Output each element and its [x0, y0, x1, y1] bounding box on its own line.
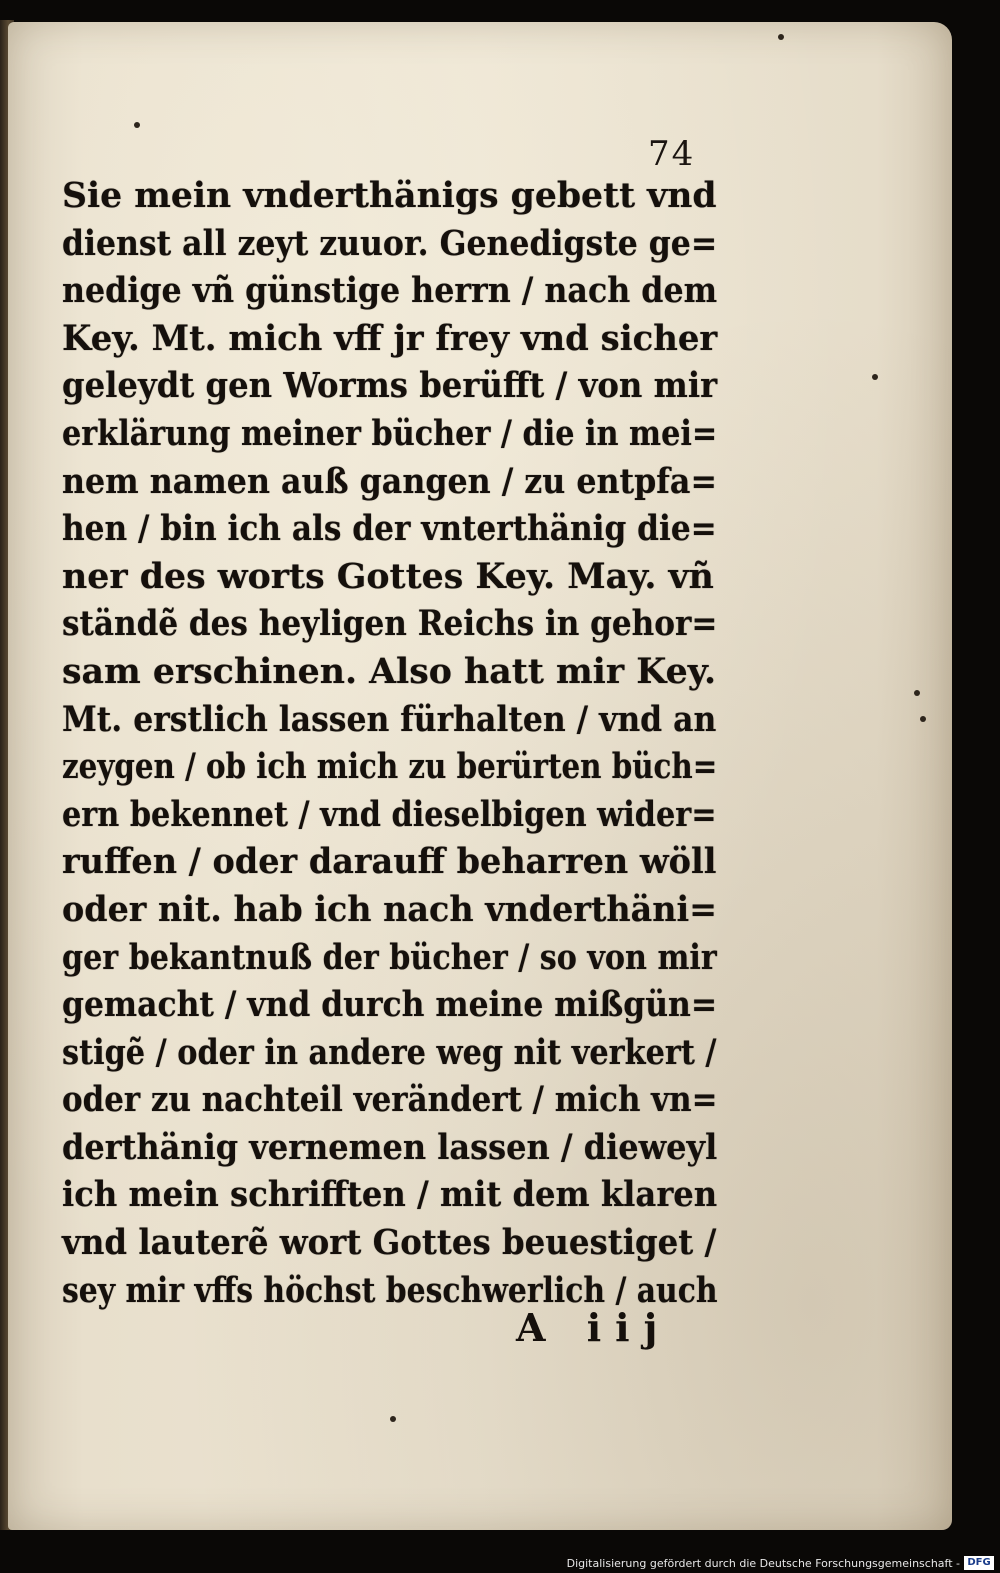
ink-speck — [914, 690, 920, 696]
text-line: hen / bin ich als der vnterthänig die= — [62, 508, 717, 550]
footer-bar — [0, 1553, 1000, 1573]
text-line: erklärung meiner bücher / die in mei= — [62, 412, 718, 454]
text-line: ger bekantnuß der bücher / so von mir — [62, 936, 717, 978]
text-line: gemacht / vnd durch meine mißgün= — [62, 984, 718, 1026]
text-line: derthänig vernemen lassen / dieweyl — [62, 1126, 718, 1168]
ink-speck — [872, 374, 878, 380]
text-line: ständẽ des heyligen Reichs in gehor= — [62, 603, 718, 645]
text-line: ern bekennet / vnd dieselbigen wider= — [62, 793, 717, 835]
dfg-logo: DFG — [964, 1556, 994, 1570]
text-line: sam erschinen. Also hatt mir Key. — [62, 650, 717, 692]
text-line: oder nit. hab ich nach vnderthäni= — [62, 888, 718, 930]
page-number: 74 — [648, 134, 696, 174]
ink-speck — [134, 122, 140, 128]
text-line: Key. Mt. mich vff jr frey vnd sicher — [62, 317, 718, 359]
book-page — [8, 22, 952, 1530]
text-line: zeygen / ob ich mich zu berürten büch= — [62, 746, 718, 788]
text-line: Sie mein vnderthänigs gebett vnd — [62, 175, 717, 216]
text-line: Mt. erstlich lassen fürhalten / vnd an — [62, 698, 717, 740]
body-text — [62, 172, 722, 1314]
ink-speck — [778, 34, 784, 40]
ink-speck — [390, 1416, 396, 1422]
text-line: stigẽ / oder in andere weg nit verkert / — [62, 1031, 717, 1073]
text-line: sey mir vffs höchst beschwerlich / auch — [62, 1269, 718, 1311]
signature-mark: A iij — [516, 1305, 672, 1350]
text-line: ner des worts Gottes Key. May. vñ — [62, 555, 714, 597]
text-line: nedige vñ günstige herrn / nach dem — [62, 270, 718, 312]
text-line: vnd lauterẽ wort Gottes beuestiget / — [62, 1222, 717, 1264]
ink-speck — [920, 716, 926, 722]
text-line: oder zu nachteil verändert / mich vn= — [62, 1079, 718, 1121]
text-line: ich mein schrifften / mit dem klaren — [62, 1174, 718, 1216]
text-line: geleydt gen Worms berüfft / von mir — [62, 365, 718, 407]
funding-credit: Digitalisierung gefördert durch die Deutsche Forschungsgemeinschaft - — [566, 1557, 960, 1570]
text-line: nem namen auß gangen / zu entpfa= — [62, 460, 718, 502]
text-line: ruffen / oder darauff beharren wöll — [62, 841, 717, 883]
text-line: dienst all zeyt zuuor. Genedigste ge= — [62, 222, 718, 264]
